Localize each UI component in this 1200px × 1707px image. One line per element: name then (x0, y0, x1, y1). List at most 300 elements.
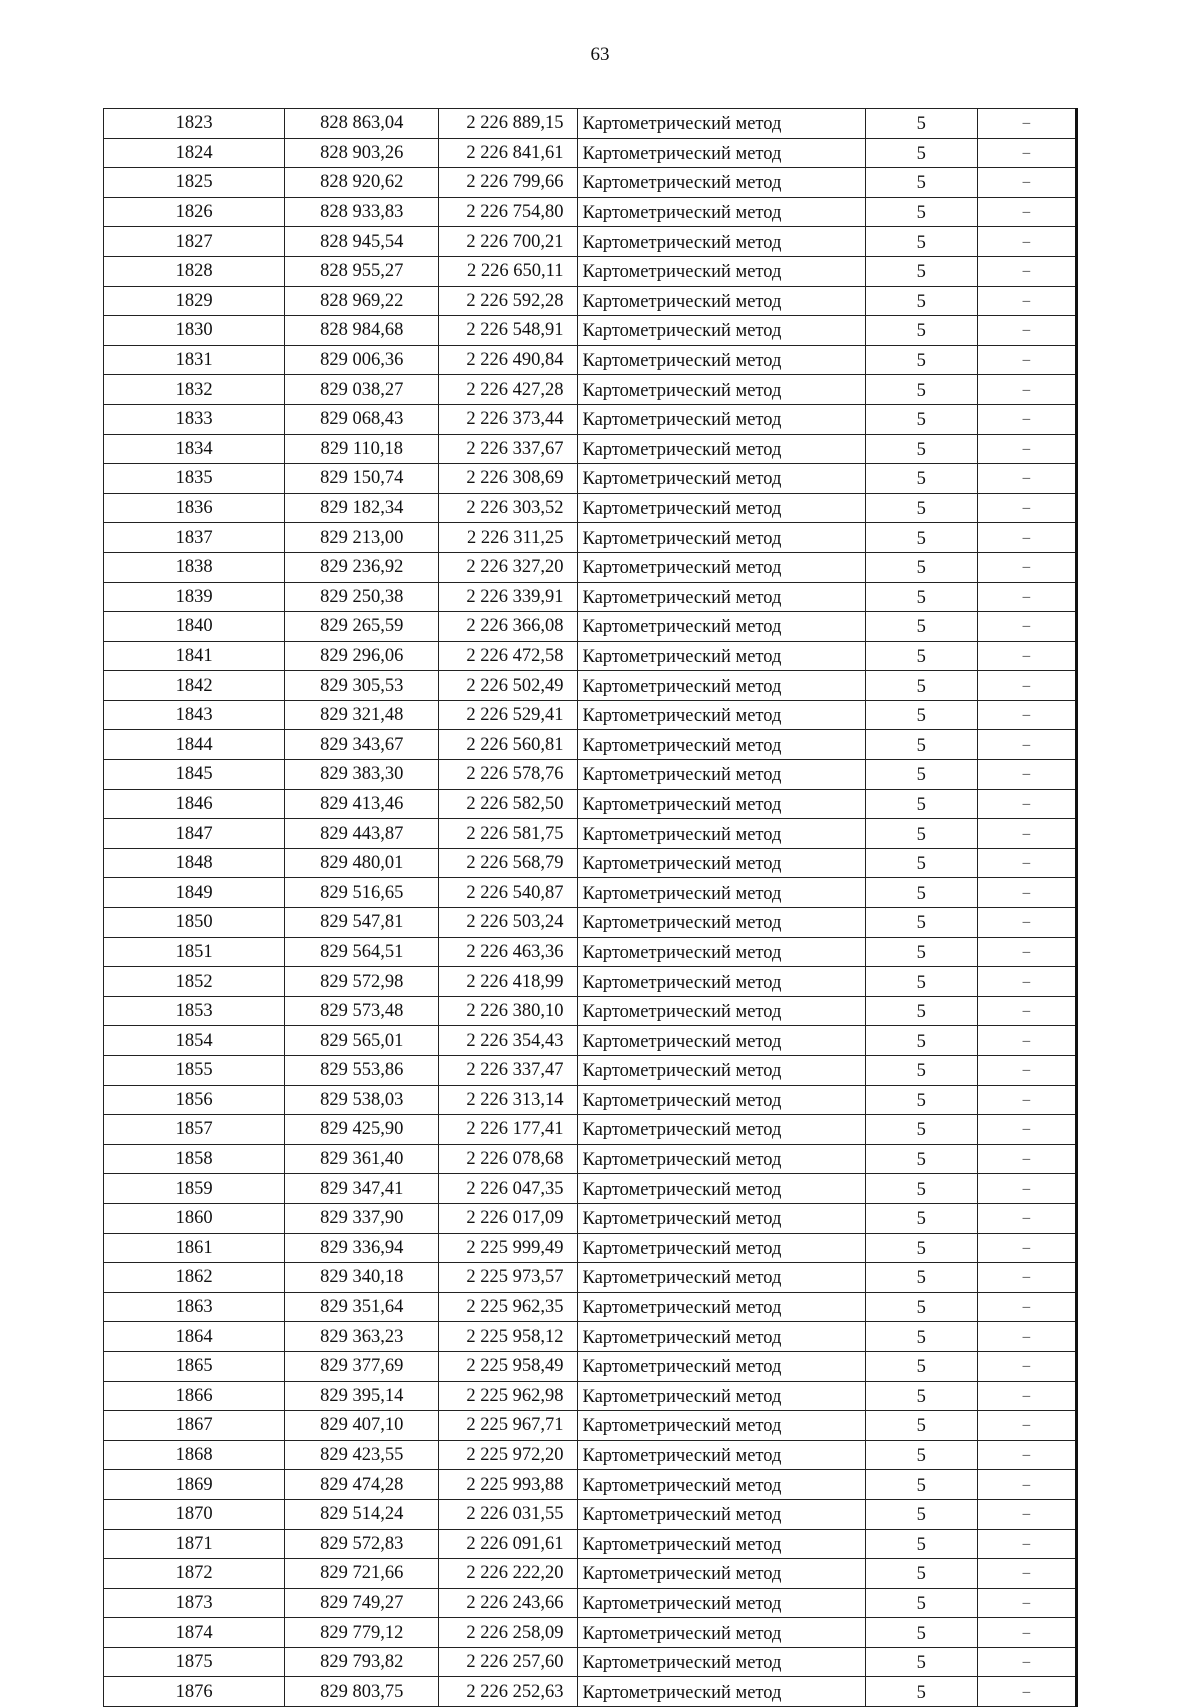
y-coordinate-cell: 2 226 313,14 (439, 1085, 578, 1115)
note-cell: – (977, 1056, 1076, 1086)
method-cell: Картометрический метод (578, 671, 865, 701)
x-coordinate-cell: 829 351,64 (285, 1292, 439, 1322)
y-coordinate-cell: 2 226 366,08 (439, 612, 578, 642)
point-number-cell: 1872 (104, 1559, 285, 1589)
method-cell: Картометрический метод (578, 345, 865, 375)
point-number-cell: 1859 (104, 1174, 285, 1204)
point-number-cell: 1865 (104, 1351, 285, 1381)
point-number-cell: 1835 (104, 464, 285, 494)
y-coordinate-cell: 2 226 337,47 (439, 1056, 578, 1086)
x-coordinate-cell: 828 863,04 (285, 109, 439, 139)
y-coordinate-cell: 2 226 337,67 (439, 434, 578, 464)
method-cell: Картометрический метод (578, 434, 865, 464)
method-cell: Картометрический метод (578, 552, 865, 582)
x-coordinate-cell: 829 565,01 (285, 1026, 439, 1056)
table-row (104, 1470, 1077, 1500)
point-number-cell: 1823 (104, 109, 285, 139)
y-coordinate-cell: 2 226 581,75 (439, 819, 578, 849)
y-coordinate-cell: 2 226 091,61 (439, 1529, 578, 1559)
note-cell: – (977, 641, 1076, 671)
method-cell: Картометрический метод (578, 464, 865, 494)
y-coordinate-cell: 2 225 993,88 (439, 1470, 578, 1500)
point-number-cell: 1824 (104, 138, 285, 168)
point-number-cell: 1838 (104, 552, 285, 582)
table-row (104, 345, 1077, 375)
accuracy-cell: 5 (865, 1085, 977, 1115)
table-row (104, 937, 1077, 967)
table-row (104, 1144, 1077, 1174)
method-cell: Картометрический метод (578, 227, 865, 257)
note-cell: – (977, 286, 1076, 316)
note-cell: – (977, 109, 1076, 139)
y-coordinate-cell: 2 226 311,25 (439, 523, 578, 553)
accuracy-cell: 5 (865, 1529, 977, 1559)
accuracy-cell: 5 (865, 1470, 977, 1500)
table-row (104, 434, 1077, 464)
method-cell: Картометрический метод (578, 730, 865, 760)
y-coordinate-cell: 2 226 650,11 (439, 256, 578, 286)
table-row (104, 1056, 1077, 1086)
note-cell: – (977, 523, 1076, 553)
method-cell: Картометрический метод (578, 1618, 865, 1648)
x-coordinate-cell: 829 110,18 (285, 434, 439, 464)
point-number-cell: 1860 (104, 1203, 285, 1233)
note-cell: – (977, 1618, 1076, 1648)
table-row (104, 552, 1077, 582)
y-coordinate-cell: 2 226 560,81 (439, 730, 578, 760)
y-coordinate-cell: 2 226 529,41 (439, 700, 578, 730)
x-coordinate-cell: 829 250,38 (285, 582, 439, 612)
method-cell: Картометрический метод (578, 1381, 865, 1411)
table-row (104, 197, 1077, 227)
y-coordinate-cell: 2 225 972,20 (439, 1440, 578, 1470)
method-cell: Картометрический метод (578, 1203, 865, 1233)
note-cell: – (977, 552, 1076, 582)
x-coordinate-cell: 828 955,27 (285, 256, 439, 286)
point-number-cell: 1875 (104, 1647, 285, 1677)
note-cell: – (977, 1381, 1076, 1411)
note-cell: – (977, 1322, 1076, 1352)
y-coordinate-cell: 2 225 958,49 (439, 1351, 578, 1381)
y-coordinate-cell: 2 226 548,91 (439, 316, 578, 346)
accuracy-cell: 5 (865, 286, 977, 316)
note-cell: – (977, 404, 1076, 434)
x-coordinate-cell: 829 296,06 (285, 641, 439, 671)
point-number-cell: 1848 (104, 848, 285, 878)
method-cell: Картометрический метод (578, 375, 865, 405)
accuracy-cell: 5 (865, 996, 977, 1026)
point-number-cell: 1874 (104, 1618, 285, 1648)
accuracy-cell: 5 (865, 316, 977, 346)
table-row (104, 523, 1077, 553)
point-number-cell: 1873 (104, 1588, 285, 1618)
point-number-cell: 1851 (104, 937, 285, 967)
y-coordinate-cell: 2 226 373,44 (439, 404, 578, 434)
point-number-cell: 1849 (104, 878, 285, 908)
y-coordinate-cell: 2 226 418,99 (439, 967, 578, 997)
note-cell: – (977, 760, 1076, 790)
table-row (104, 1440, 1077, 1470)
table-row (104, 848, 1077, 878)
x-coordinate-cell: 829 425,90 (285, 1115, 439, 1145)
table-row (104, 1529, 1077, 1559)
method-cell: Картометрический метод (578, 1026, 865, 1056)
point-number-cell: 1870 (104, 1499, 285, 1529)
accuracy-cell: 5 (865, 345, 977, 375)
x-coordinate-cell: 829 514,24 (285, 1499, 439, 1529)
method-cell: Картометрический метод (578, 1470, 865, 1500)
note-cell: – (977, 256, 1076, 286)
table-row (104, 1411, 1077, 1441)
point-number-cell: 1847 (104, 819, 285, 849)
y-coordinate-cell: 2 226 568,79 (439, 848, 578, 878)
accuracy-cell: 5 (865, 878, 977, 908)
method-cell: Картометрический метод (578, 612, 865, 642)
note-cell: – (977, 908, 1076, 938)
point-number-cell: 1858 (104, 1144, 285, 1174)
y-coordinate-cell: 2 226 472,58 (439, 641, 578, 671)
note-cell: – (977, 1411, 1076, 1441)
method-cell: Картометрический метод (578, 493, 865, 523)
method-cell: Картометрический метод (578, 316, 865, 346)
y-coordinate-cell: 2 226 578,76 (439, 760, 578, 790)
note-cell: – (977, 1499, 1076, 1529)
method-cell: Картометрический метод (578, 1085, 865, 1115)
table-row (104, 1203, 1077, 1233)
x-coordinate-cell: 829 749,27 (285, 1588, 439, 1618)
x-coordinate-cell: 828 933,83 (285, 197, 439, 227)
x-coordinate-cell: 828 984,68 (285, 316, 439, 346)
x-coordinate-cell: 829 347,41 (285, 1174, 439, 1204)
method-cell: Картометрический метод (578, 1233, 865, 1263)
y-coordinate-cell: 2 226 427,28 (439, 375, 578, 405)
note-cell: – (977, 1677, 1076, 1707)
y-coordinate-cell: 2 226 503,24 (439, 908, 578, 938)
note-cell: – (977, 967, 1076, 997)
note-cell: – (977, 612, 1076, 642)
method-cell: Картометрический метод (578, 1411, 865, 1441)
method-cell: Картометрический метод (578, 1056, 865, 1086)
y-coordinate-cell: 2 226 502,49 (439, 671, 578, 701)
y-coordinate-cell: 2 225 962,98 (439, 1381, 578, 1411)
x-coordinate-cell: 829 547,81 (285, 908, 439, 938)
note-cell: – (977, 375, 1076, 405)
accuracy-cell: 5 (865, 1233, 977, 1263)
y-coordinate-cell: 2 226 490,84 (439, 345, 578, 375)
y-coordinate-cell: 2 226 327,20 (439, 552, 578, 582)
note-cell: – (977, 1440, 1076, 1470)
table-row (104, 730, 1077, 760)
accuracy-cell: 5 (865, 582, 977, 612)
x-coordinate-cell: 828 920,62 (285, 168, 439, 198)
table-row (104, 996, 1077, 1026)
method-cell: Картометрический метод (578, 1115, 865, 1145)
table-row (104, 1115, 1077, 1145)
method-cell: Картометрический метод (578, 996, 865, 1026)
accuracy-cell: 5 (865, 789, 977, 819)
accuracy-cell: 5 (865, 1381, 977, 1411)
note-cell: – (977, 168, 1076, 198)
y-coordinate-cell: 2 226 463,36 (439, 937, 578, 967)
table-row (104, 464, 1077, 494)
x-coordinate-cell: 829 553,86 (285, 1056, 439, 1086)
table-row (104, 1381, 1077, 1411)
x-coordinate-cell: 829 413,46 (285, 789, 439, 819)
note-cell: – (977, 1292, 1076, 1322)
accuracy-cell: 5 (865, 1411, 977, 1441)
page-number: 63 (590, 44, 610, 65)
y-coordinate-cell: 2 226 222,20 (439, 1559, 578, 1589)
point-number-cell: 1855 (104, 1056, 285, 1086)
method-cell: Картометрический метод (578, 908, 865, 938)
accuracy-cell: 5 (865, 1115, 977, 1145)
table-row (104, 908, 1077, 938)
point-number-cell: 1861 (104, 1233, 285, 1263)
method-cell: Картометрический метод (578, 1144, 865, 1174)
point-number-cell: 1840 (104, 612, 285, 642)
accuracy-cell: 5 (865, 1588, 977, 1618)
method-cell: Картометрический метод (578, 109, 865, 139)
x-coordinate-cell: 829 383,30 (285, 760, 439, 790)
x-coordinate-cell: 829 337,90 (285, 1203, 439, 1233)
method-cell: Картометрический метод (578, 1440, 865, 1470)
x-coordinate-cell: 829 305,53 (285, 671, 439, 701)
table-row (104, 878, 1077, 908)
x-coordinate-cell: 829 538,03 (285, 1085, 439, 1115)
accuracy-cell: 5 (865, 227, 977, 257)
note-cell: – (977, 700, 1076, 730)
point-number-cell: 1843 (104, 700, 285, 730)
method-cell: Картометрический метод (578, 878, 865, 908)
table-row (104, 700, 1077, 730)
table-row (104, 789, 1077, 819)
x-coordinate-cell: 829 573,48 (285, 996, 439, 1026)
point-number-cell: 1827 (104, 227, 285, 257)
y-coordinate-cell: 2 226 380,10 (439, 996, 578, 1026)
method-cell: Картометрический метод (578, 1322, 865, 1352)
x-coordinate-cell: 828 945,54 (285, 227, 439, 257)
accuracy-cell: 5 (865, 1026, 977, 1056)
y-coordinate-cell: 2 226 257,60 (439, 1647, 578, 1677)
method-cell: Картометрический метод (578, 641, 865, 671)
x-coordinate-cell: 828 903,26 (285, 138, 439, 168)
y-coordinate-cell: 2 226 243,66 (439, 1588, 578, 1618)
method-cell: Картометрический метод (578, 1499, 865, 1529)
y-coordinate-cell: 2 226 252,63 (439, 1677, 578, 1707)
accuracy-cell: 5 (865, 730, 977, 760)
y-coordinate-cell: 2 226 339,91 (439, 582, 578, 612)
table-row (104, 404, 1077, 434)
note-cell: – (977, 937, 1076, 967)
table-row (104, 1618, 1077, 1648)
table-row (104, 1351, 1077, 1381)
note-cell: – (977, 878, 1076, 908)
table-row (104, 1174, 1077, 1204)
accuracy-cell: 5 (865, 1440, 977, 1470)
note-cell: – (977, 316, 1076, 346)
point-number-cell: 1845 (104, 760, 285, 790)
point-number-cell: 1844 (104, 730, 285, 760)
table-row (104, 316, 1077, 346)
point-number-cell: 1866 (104, 1381, 285, 1411)
note-cell: – (977, 1470, 1076, 1500)
accuracy-cell: 5 (865, 1056, 977, 1086)
method-cell: Картометрический метод (578, 760, 865, 790)
point-number-cell: 1832 (104, 375, 285, 405)
x-coordinate-cell: 829 006,36 (285, 345, 439, 375)
point-number-cell: 1825 (104, 168, 285, 198)
x-coordinate-cell: 829 572,98 (285, 967, 439, 997)
y-coordinate-cell: 2 226 177,41 (439, 1115, 578, 1145)
table-row (104, 256, 1077, 286)
table-row (104, 760, 1077, 790)
point-number-cell: 1850 (104, 908, 285, 938)
y-coordinate-cell: 2 226 592,28 (439, 286, 578, 316)
accuracy-cell: 5 (865, 464, 977, 494)
accuracy-cell: 5 (865, 819, 977, 849)
note-cell: – (977, 671, 1076, 701)
table-row (104, 641, 1077, 671)
table-row (104, 612, 1077, 642)
x-coordinate-cell: 829 480,01 (285, 848, 439, 878)
x-coordinate-cell: 828 969,22 (285, 286, 439, 316)
x-coordinate-cell: 829 150,74 (285, 464, 439, 494)
point-number-cell: 1857 (104, 1115, 285, 1145)
y-coordinate-cell: 2 226 700,21 (439, 227, 578, 257)
accuracy-cell: 5 (865, 1203, 977, 1233)
x-coordinate-cell: 829 265,59 (285, 612, 439, 642)
method-cell: Картометрический метод (578, 523, 865, 553)
coordinates-table (103, 108, 1078, 1707)
method-cell: Картометрический метод (578, 197, 865, 227)
method-cell: Картометрический метод (578, 1529, 865, 1559)
method-cell: Картометрический метод (578, 138, 865, 168)
note-cell: – (977, 996, 1076, 1026)
table-row (104, 138, 1077, 168)
table-row (104, 1499, 1077, 1529)
y-coordinate-cell: 2 225 999,49 (439, 1233, 578, 1263)
table-row (104, 286, 1077, 316)
x-coordinate-cell: 829 423,55 (285, 1440, 439, 1470)
point-number-cell: 1871 (104, 1529, 285, 1559)
table-row (104, 1588, 1077, 1618)
method-cell: Картометрический метод (578, 404, 865, 434)
y-coordinate-cell: 2 226 078,68 (439, 1144, 578, 1174)
note-cell: – (977, 227, 1076, 257)
table-row (104, 493, 1077, 523)
accuracy-cell: 5 (865, 1677, 977, 1707)
x-coordinate-cell: 829 182,34 (285, 493, 439, 523)
point-number-cell: 1854 (104, 1026, 285, 1056)
note-cell: – (977, 1115, 1076, 1145)
table-row (104, 1322, 1077, 1352)
accuracy-cell: 5 (865, 1292, 977, 1322)
method-cell: Картометрический метод (578, 1292, 865, 1322)
y-coordinate-cell: 2 226 540,87 (439, 878, 578, 908)
table-row (104, 1263, 1077, 1293)
y-coordinate-cell: 2 226 017,09 (439, 1203, 578, 1233)
note-cell: – (977, 197, 1076, 227)
note-cell: – (977, 848, 1076, 878)
table-row (104, 671, 1077, 701)
x-coordinate-cell: 829 361,40 (285, 1144, 439, 1174)
accuracy-cell: 5 (865, 1499, 977, 1529)
note-cell: – (977, 1144, 1076, 1174)
x-coordinate-cell: 829 474,28 (285, 1470, 439, 1500)
method-cell: Картометрический метод (578, 1351, 865, 1381)
note-cell: – (977, 1529, 1076, 1559)
method-cell: Картометрический метод (578, 1588, 865, 1618)
x-coordinate-cell: 829 236,92 (285, 552, 439, 582)
y-coordinate-cell: 2 226 799,66 (439, 168, 578, 198)
x-coordinate-cell: 829 443,87 (285, 819, 439, 849)
x-coordinate-cell: 829 779,12 (285, 1618, 439, 1648)
x-coordinate-cell: 829 564,51 (285, 937, 439, 967)
method-cell: Картометрический метод (578, 1174, 865, 1204)
method-cell: Картометрический метод (578, 1647, 865, 1677)
accuracy-cell: 5 (865, 404, 977, 434)
method-cell: Картометрический метод (578, 1559, 865, 1589)
accuracy-cell: 5 (865, 1174, 977, 1204)
x-coordinate-cell: 829 363,23 (285, 1322, 439, 1352)
accuracy-cell: 5 (865, 1618, 977, 1648)
accuracy-cell: 5 (865, 967, 977, 997)
point-number-cell: 1864 (104, 1322, 285, 1352)
y-coordinate-cell: 2 226 303,52 (439, 493, 578, 523)
accuracy-cell: 5 (865, 523, 977, 553)
accuracy-cell: 5 (865, 671, 977, 701)
point-number-cell: 1841 (104, 641, 285, 671)
accuracy-cell: 5 (865, 1144, 977, 1174)
accuracy-cell: 5 (865, 434, 977, 464)
point-number-cell: 1828 (104, 256, 285, 286)
accuracy-cell: 5 (865, 908, 977, 938)
point-number-cell: 1826 (104, 197, 285, 227)
accuracy-cell: 5 (865, 760, 977, 790)
note-cell: – (977, 1559, 1076, 1589)
accuracy-cell: 5 (865, 641, 977, 671)
accuracy-cell: 5 (865, 612, 977, 642)
x-coordinate-cell: 829 395,14 (285, 1381, 439, 1411)
y-coordinate-cell: 2 226 889,15 (439, 109, 578, 139)
x-coordinate-cell: 829 407,10 (285, 1411, 439, 1441)
x-coordinate-cell: 829 377,69 (285, 1351, 439, 1381)
x-coordinate-cell: 829 321,48 (285, 700, 439, 730)
y-coordinate-cell: 2 226 354,43 (439, 1026, 578, 1056)
accuracy-cell: 5 (865, 375, 977, 405)
accuracy-cell: 5 (865, 256, 977, 286)
table-row (104, 1677, 1077, 1707)
table-row (104, 375, 1077, 405)
note-cell: – (977, 1588, 1076, 1618)
method-cell: Картометрический метод (578, 967, 865, 997)
note-cell: – (977, 789, 1076, 819)
table-row (104, 582, 1077, 612)
accuracy-cell: 5 (865, 493, 977, 523)
note-cell: – (977, 138, 1076, 168)
point-number-cell: 1868 (104, 1440, 285, 1470)
method-cell: Картометрический метод (578, 286, 865, 316)
accuracy-cell: 5 (865, 700, 977, 730)
note-cell: – (977, 730, 1076, 760)
x-coordinate-cell: 829 516,65 (285, 878, 439, 908)
y-coordinate-cell: 2 226 754,80 (439, 197, 578, 227)
note-cell: – (977, 1203, 1076, 1233)
table-row (104, 227, 1077, 257)
point-number-cell: 1867 (104, 1411, 285, 1441)
x-coordinate-cell: 829 793,82 (285, 1647, 439, 1677)
x-coordinate-cell: 829 572,83 (285, 1529, 439, 1559)
